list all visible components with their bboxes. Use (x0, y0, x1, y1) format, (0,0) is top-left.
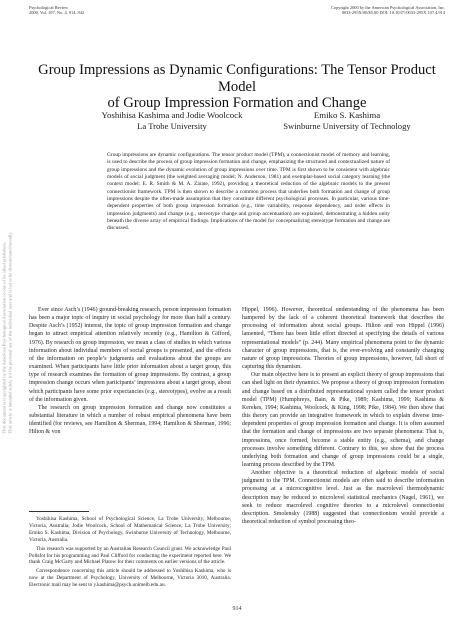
paragraph: Hippel, 1996). However, theoretical understanding of the phenomena has been hampered by the lack of a coherent theoretical framework that describes the processing of information about social groups. Hilton and von Hippel (1996) lamented, “There has been little effort directed at specifying the details of various representational models” (p. 244). Many empirical phenomena point to the dynamic character of group impressions, that is, the ever-evolving and constantly changing nature of group impressions. Theories of group impressions, however, fall short of capturing this dynamism. (242, 307, 444, 371)
footnote: Yoshihisa Kashima, School of Psychological Science, La Trobe University, Melbourne, Victoria, Australia; Jodie Woolcock, School of Mathematical Science, La Trobe University; Emiko S. Kashima, Division of Psychology, Swinburne University of Technology, Melbourne, Victoria, Australia. (29, 516, 231, 543)
side-copyright-notice (2, 179, 14, 434)
body-column-left (29, 306, 231, 437)
title-line-1: Group Impressions as Dynamic Configurations: The Tensor Product Model (38, 62, 436, 95)
body-column-right (242, 306, 444, 526)
side-notice-line-1: This document is copyrighted by the American Psychological Association or one of its allied publishers. (1, 242, 7, 434)
doi-line: 0033-295X/00/$5.00 DOI: 10.1037//0033-295X.107.4.914 (341, 10, 445, 16)
author-block-left (82, 110, 262, 131)
abstract: Group impressions are dynamic configurations. The tensor product model (TPM), a connectionist model of memory and learning, is used to describe the process of group impression formation and change, emphasizing the structured and contextualized nature of group impressions and the dynamic evolution of group impressions over time. TPM is first shown to be consistent with algebraic models of social judgment (the weighted averaging model; N. Anderson, 1981) and exemplar-based social category learning (the context model; E. R. Smith & M. A. Zárate, 1992), providing a theoretical reduction of the algebraic models to the present connectionist framework. TPM is then shown to describe a common process that underlies both formation and change of group impressions despite the often-made assumption that they constitute different psychological processes. In particular, various time-dependent properties of both group impression formation (e.g., time variability, response dependency, and order effects in impression judgments) and change (e.g., stereotype change and group accentuation) are explained, demonstrating a hidden unity beneath the diverse array of empirical findings. Implications of the model for conceptualizing stereotype formation and change are discussed. (107, 152, 390, 232)
footnote-rule (29, 511, 89, 512)
author-names-left: Yoshihisa Kashima and Jodie Woolcock (101, 110, 243, 120)
article-title (20, 62, 454, 112)
paragraph: Ever since Asch’s (1946) ground-breaking research, person impression formation has been a major topic of inquiry in social psychology for more than half a century. Despite Asch’s (1952) interest, the topic of group impression formation and change began to attract empirical attention relatively recently (e.g., Hamilton & Gifford, 1976). By research on group impression, we mean a class of studies in which various information about individual members of social groups is presented, and the effects of the information on people’s judgments and evaluations about the groups are examined. When participants have little prior information about a target group, this type of research examines the formation of group impressions. By contrast, a group impression change occurs when participants’ impressions about a target group, about which participants have some prior expectancies (e.g., stereotypes), evolve as a result of the information given. (29, 307, 231, 403)
copyright-line: Copyright 2000 by the American Psychological Association, Inc. (330, 5, 445, 10)
author-names-right: Emiko S. Kashima (313, 110, 381, 120)
copyright-notice (331, 5, 445, 15)
paragraph: Another objective is a theoretical reduction of algebraic models of social judgment to the TPM. Connectionist models are often said to describe information processing at a microcognitive level. Just as the macrolevel thermodynamic description may be reduced to microlevel statistical mechanics (Nagel, 1961), we seek to reduce macrolevel cognitive theories to a microlevel connectionist description. Smolensky (1988) suggested that connectionism would provide a theoretical reduction of symbol processing theo- (242, 470, 444, 526)
paragraph: The research on group impression formation and change now constitutes a substantial literature in which a number of robust empirical phenomena have been identified (for reviews, see Hamilton & Sherman, 1994; Hamilton & Sherman, 1996; Hilton & von (29, 404, 231, 436)
affiliation-left: La Trobe University (137, 120, 207, 131)
title-line-2: of Group Impression Formation and Change (107, 95, 367, 112)
footnote: Correspondence concerning this article should be addressed to Yoshihisa Kashima, who is now at the Department of Psychology, University of Melbourne, Victoria 3010, Australia. Electronic mail may be sent to y.kashima@psych.unimelb.edu.au. (29, 568, 231, 589)
side-notice-line-2: This article is intended solely for the personal use of the individual user and is not to be disseminated broadly. (7, 231, 13, 434)
paragraph: Our main objective here is to present an explicit theory of group impressions that can shed light on their dynamics. We propose a theory of group impression formation and change based on a distributed representational system called the tensor product model (TPM) (Humphreys, Bain, & Pike, 1989; Kashima, 1999; Kashima & Kerekes, 1994; Kashima, Woolcock, & King, 1998; Pike, 1984). We then show that this theory can provide an integrative framework in which to explain diverse time-dependent properties of group impression formation and change. It is often assumed that the formation and change of impressions are two separate phenomena: That is, impressions, once formed, become a stable entity (e.g., schema), and change processes involve something different. Contrary to this, we show that the process underlying both formation and change of group impressions could be a single, learning process described by the TPM. (242, 372, 444, 468)
page-number: 914 (232, 606, 242, 612)
journal-citation (29, 5, 84, 15)
journal-name: Psychological Review (29, 5, 69, 10)
affiliation-right: Swinburne University of Technology (283, 120, 411, 131)
author-block-right (262, 110, 432, 131)
journal-volume: 2000, Vol. 107, No. 4, 914–942 (29, 10, 85, 16)
author-note (29, 516, 231, 591)
footnote: This research was supported by an Australian Research Council grant. We acknowledge Paul Pollsfot for his programming and Paul Clifford for conducting the experiment reported here. We thank Craig McGarty and Michael Platow for their comments on earlier versions of the article. (29, 545, 231, 566)
